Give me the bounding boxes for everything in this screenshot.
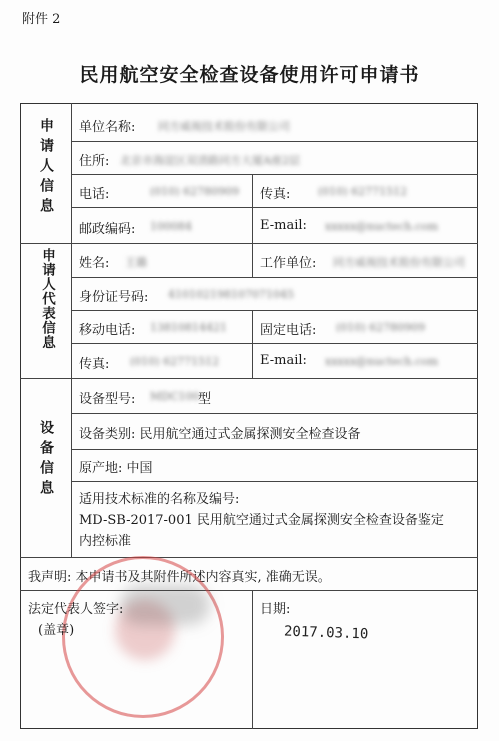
category-label: 设备类别: 民用航空通过式金属探测安全检查设备	[79, 427, 361, 442]
divider	[20, 557, 478, 558]
work-unit-label: 工作单位:	[260, 256, 317, 271]
address-label: 住所:	[79, 154, 110, 169]
rep-email-label: E-mail:	[260, 353, 307, 368]
mobile-label: 移动电话:	[79, 323, 136, 338]
divider	[71, 481, 478, 482]
mobile-value: 13810814421	[150, 321, 227, 334]
divider	[71, 413, 478, 414]
zip-value: 100084	[150, 220, 192, 233]
page-title: 民用航空安全检查设备使用许可申请书	[79, 64, 420, 86]
date-label: 日期:	[260, 602, 291, 617]
divider	[71, 103, 72, 557]
phone-value: (010) 62780909	[150, 185, 240, 198]
standard-label: 适用技术标准的名称及编号:	[79, 492, 240, 507]
section-applicant: 申请人信息	[38, 118, 54, 218]
divider	[71, 343, 478, 344]
divider	[71, 277, 478, 278]
divider	[71, 449, 478, 450]
standard-line-1: MD-SB-2017-001 民用航空通过式金属探测安全检查设备鉴定	[79, 513, 444, 528]
declaration-text: 我声明: 本申请书及其附件所述内容真实, 准确无误。	[28, 570, 331, 585]
attachment-label: 附件 2	[22, 12, 61, 27]
rep-name-label: 姓名:	[79, 256, 110, 271]
rep-name-value: 王璐	[125, 256, 147, 269]
signature-blur	[120, 585, 210, 625]
model-suffix: 型	[198, 392, 212, 407]
model-value: MDC100	[150, 390, 200, 403]
email-label: E-mail:	[260, 218, 307, 233]
rep-fax-label: 传真:	[79, 357, 110, 372]
unit-name-label: 单位名称:	[79, 120, 136, 135]
divider	[252, 174, 253, 243]
seal-label: (盖章)	[38, 623, 75, 638]
zip-label: 邮政编码:	[79, 222, 136, 237]
divider	[71, 310, 478, 311]
divider	[20, 378, 478, 379]
divider	[71, 174, 478, 175]
email-value: xxxxx@nuctech.com	[325, 220, 439, 233]
divider	[71, 207, 478, 208]
id-number-value: 410102198107071045	[168, 288, 294, 301]
handwritten-date: 2017.03.10	[283, 623, 369, 643]
divider	[252, 310, 253, 378]
standard-line-2: 内控标准	[79, 534, 132, 549]
fax-value: (010) 62771512	[318, 185, 408, 198]
work-unit-value: 同方威视技术股份有限公司	[333, 256, 465, 269]
section-representative: 申请人代表信息	[39, 248, 55, 350]
phone-label: 电话:	[79, 187, 110, 202]
rep-email-value: xxxxx@nuctech.com	[325, 355, 439, 368]
address-value: 北京市海淀区双清路同方大厦A座2层	[120, 154, 300, 167]
landline-value: (010) 62780909	[336, 321, 426, 334]
divider	[252, 243, 253, 277]
fax-label: 传真:	[260, 187, 291, 202]
unit-name-value: 同方威视技术股份有限公司	[158, 120, 290, 133]
origin-label: 原产地: 中国	[79, 461, 153, 476]
id-number-label: 身份证号码:	[79, 290, 149, 305]
section-device: 设备信息	[38, 420, 54, 500]
divider	[252, 590, 253, 729]
divider	[20, 243, 478, 244]
rep-fax-value: (010) 62771512	[130, 355, 220, 368]
legal-rep-signature-label: 法定代表人签字:	[28, 602, 124, 617]
divider	[71, 141, 478, 142]
model-label: 设备型号:	[79, 392, 136, 407]
landline-label: 固定电话:	[260, 323, 317, 338]
